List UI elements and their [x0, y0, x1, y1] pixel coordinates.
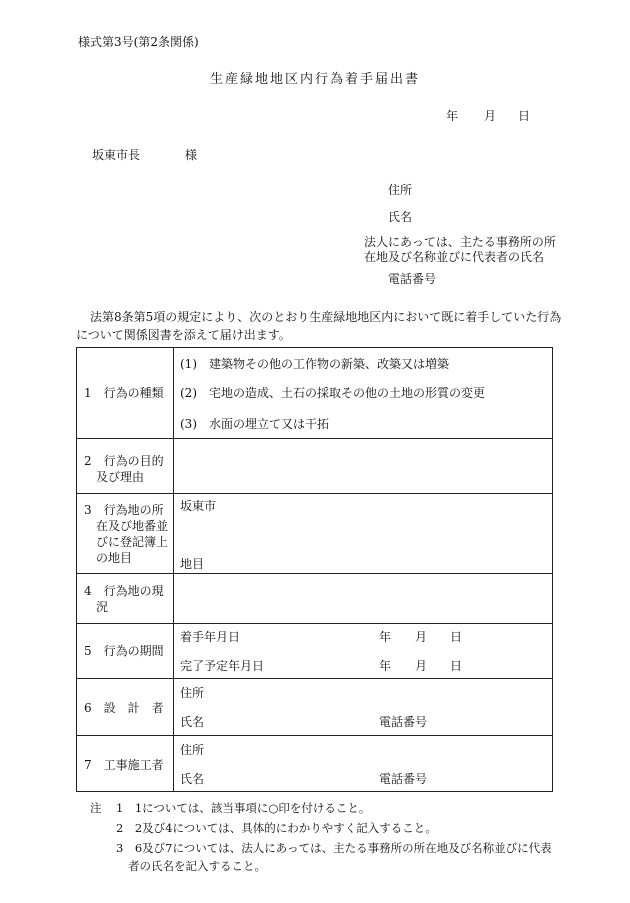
row7-phone-label: 電話番号	[379, 772, 428, 786]
addressee-name: 坂東市長	[92, 148, 141, 162]
applicant-address-label: 住所	[388, 183, 413, 197]
row5-start-date-label: 着手年月日	[180, 630, 241, 644]
row5-label: 5 行為の期間	[84, 644, 164, 658]
addressee-honorific: 様	[185, 148, 198, 162]
applicant-name-label: 氏名	[388, 210, 413, 224]
row6-name-label: 氏名	[180, 715, 205, 729]
row5-start-day: 日	[450, 630, 463, 644]
table-row-divider	[77, 573, 552, 574]
row3-label-line3: びに登記簿上	[96, 535, 169, 549]
applicant-phone-label: 電話番号	[388, 272, 437, 286]
row4-label-line2: 況	[96, 600, 109, 614]
row7-name-label: 氏名	[180, 772, 205, 786]
form-number: 様式第3号(第2条関係)	[78, 35, 199, 49]
row7-address-label: 住所	[180, 743, 205, 757]
form-table	[76, 347, 553, 792]
row5-end-month: 月	[415, 659, 428, 673]
document-title: 生産緑地地区内行為着手届出書	[209, 72, 420, 87]
date-month-label: 月	[484, 109, 497, 123]
row4-current-status-field[interactable]	[177, 577, 549, 619]
row5-end-date-label: 完了予定年月日	[180, 659, 265, 673]
row1-option-1: (1) 建築物その他の工作物の新築、改築又は増築	[180, 357, 449, 371]
intro-text-line1: 法第8条第5項の規定により、次のとおり生産緑地地区内において既に着手していた行為	[90, 310, 562, 324]
note-item-2: 2 2及び4については、具体的にわかりやすく記入すること。	[116, 821, 437, 835]
row3-label-line4: の地目	[96, 551, 133, 565]
row5-start-year: 年	[379, 630, 392, 644]
row1-option-3: (3) 水面の埋立て又は干拓	[180, 417, 329, 431]
date-day-label: 日	[518, 109, 531, 123]
table-column-divider	[173, 348, 174, 791]
intro-text-line2: について関係図書を添えて届け出ます。	[76, 328, 291, 342]
table-row-divider	[77, 438, 552, 439]
note-item-1: 1 1については、該当事項に○印を付けること。	[116, 801, 371, 815]
row6-address-label: 住所	[180, 686, 205, 700]
row3-land-category-label: 地目	[180, 557, 205, 571]
table-row-divider	[77, 678, 552, 679]
row1-label: 1 行為の種類	[84, 386, 164, 400]
applicant-corporate-note-line2: 在地及び名称並びに代表者の氏名	[364, 250, 545, 264]
row4-label-line1: 4 行為地の現	[84, 584, 164, 598]
row1-option-2: (2) 宅地の造成、土石の採取その他の土地の形質の変更	[180, 386, 486, 400]
row3-label-line1: 3 行為地の所	[84, 503, 164, 517]
row6-label: 6 設 計 者	[84, 701, 164, 715]
row1-option-1-field[interactable]	[181, 356, 551, 372]
row7-label: 7 工事施工者	[84, 758, 164, 772]
table-row-divider	[77, 493, 552, 494]
row3-city: 坂東市	[180, 499, 217, 513]
row5-end-day: 日	[450, 659, 463, 673]
note-item-3-line1: 3 6及び7については、法人にあっては、主たる事務所の所在地及び名称並びに代表	[116, 841, 552, 855]
row6-phone-label: 電話番号	[379, 715, 428, 729]
row2-label-line1: 2 行為の目的	[84, 454, 164, 468]
table-row-divider	[77, 735, 552, 736]
row5-start-month: 月	[415, 630, 428, 644]
note-item-3-line2: 者の氏名を記入すること。	[128, 859, 266, 873]
date-year-label: 年	[446, 109, 459, 123]
notes-prefix: 注	[90, 801, 102, 815]
row5-end-year: 年	[379, 659, 392, 673]
row3-label-line2: 在及び地番並	[96, 519, 169, 533]
applicant-corporate-note-line1: 法人にあっては、主たる事務所の所	[364, 235, 556, 249]
table-row-divider	[77, 623, 552, 624]
row2-purpose-field[interactable]	[177, 442, 549, 490]
row2-label-line2: 及び理由	[96, 470, 145, 484]
